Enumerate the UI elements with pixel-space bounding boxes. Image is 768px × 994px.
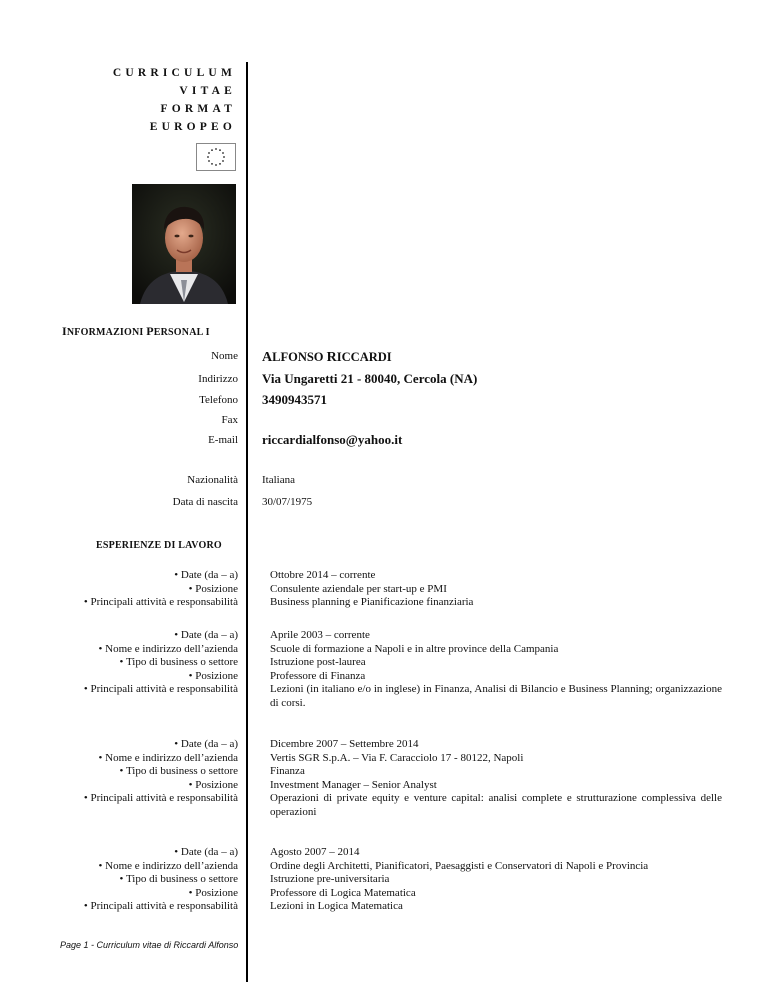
job-labels [84, 846, 238, 914]
cv-title-line: VITAE [179, 85, 236, 97]
job-label: • Nome e indirizzo dell’azienda [98, 859, 238, 872]
cv-title [113, 64, 236, 136]
job-label: • Principali attività e responsabilità [83, 792, 238, 804]
job-value: Aprile 2003 – corrente [270, 629, 370, 641]
job-value: Scuole di formazione a Napoli e in altre province della Campania [270, 642, 559, 655]
job-label: • Date (da – a) [174, 629, 238, 641]
eu-flag-icon [196, 143, 236, 171]
job-value: Istruzione post-laurea [270, 656, 366, 668]
job-value: Consulente aziendale per start-up e PMI [270, 582, 447, 595]
job-value: Dicembre 2007 – Settembre 2014 [270, 738, 419, 750]
job-label: • Posizione [188, 582, 238, 595]
address-value: Via Ungaretti 21 - 80040, Cercola (NA) [262, 371, 478, 386]
full-name: ALFONSO RICCARDI [262, 350, 392, 365]
job-labels [84, 738, 238, 806]
job-label: • Posizione [188, 669, 238, 682]
fax-label: Fax [221, 414, 238, 426]
job-values [270, 629, 722, 710]
name-label: Nome [211, 350, 238, 362]
job-values [270, 846, 722, 914]
job-labels [84, 629, 238, 697]
job-label: • Principali attività e responsabilità [83, 596, 238, 608]
job-label: • Date (da – a) [174, 738, 238, 750]
phone-label: Telefono [199, 394, 238, 406]
page-footer: Page 1 - Curriculum vitae di Riccardi Alfonso [60, 940, 239, 950]
job-value: Finanza [270, 765, 305, 777]
job-value: Agosto 2007 – 2014 [270, 846, 360, 858]
job-label: • Tipo di business o settore [119, 873, 238, 885]
profile-photo [132, 184, 236, 304]
job-value: Investment Manager – Senior Analyst [270, 778, 437, 791]
job-value: Ottobre 2014 – corrente [270, 569, 376, 581]
job-label: • Date (da – a) [174, 569, 238, 581]
job-label: • Tipo di business o settore [119, 765, 238, 777]
section-title-experience: ESPERIENZE DI LAVORO [96, 540, 222, 551]
job-value: Business planning e Pianificazione finanziaria [270, 596, 474, 608]
cv-title-line: FORMAT [160, 103, 236, 115]
job-value: Lezioni (in italiano e/o in inglese) in Finanza, Analisi di Bilancio e Business Planning; organizzazione di corsi. [270, 683, 722, 709]
job-label: • Tipo di business o settore [119, 656, 238, 668]
job-label: • Principali attività e responsabilità [83, 683, 238, 695]
job-label: • Posizione [188, 778, 238, 791]
nationality-label: Nazionalità [187, 474, 238, 486]
section-title-personal: INFORMAZIONI PERSONAL I [62, 324, 210, 338]
email-label: E-mail [208, 434, 238, 446]
job-value: Professore di Logica Matematica [270, 886, 416, 899]
address-label: Indirizzo [198, 373, 238, 385]
job-value: Istruzione pre-universitaria [270, 873, 390, 885]
phone-value: 3490943571 [262, 392, 327, 407]
job-values [270, 738, 722, 819]
job-value: Lezioni in Logica Matematica [270, 900, 403, 912]
job-value: Operazioni di private equity e venture capital: analisi complete e strutturazione complessiva delle operazioni [270, 792, 722, 818]
email-value: riccardialfonso@yahoo.it [262, 432, 403, 447]
job-label: • Nome e indirizzo dell’azienda [98, 751, 238, 764]
job-labels [84, 569, 238, 610]
job-label: • Principali attività e responsabilità [83, 900, 238, 912]
birthdate-label: Data di nascita [172, 496, 238, 508]
cv-title-line: CURRICULUM [112, 67, 236, 79]
cv-title-line: EUROPEO [149, 121, 236, 133]
job-label: • Nome e indirizzo dell’azienda [98, 642, 238, 655]
job-values [270, 569, 722, 610]
job-value: Professore di Finanza [270, 669, 366, 682]
job-value: Vertis SGR S.p.A. – Via F. Caracciolo 17 - 80122, Napoli [270, 751, 524, 764]
job-label: • Date (da – a) [174, 846, 238, 858]
vertical-divider [246, 62, 248, 982]
nationality-value: Italiana [262, 474, 295, 486]
job-label: • Posizione [188, 886, 238, 899]
job-value: Ordine degli Architetti, Pianificatori, Paesaggisti e Conservatori di Napoli e Provincia [270, 859, 649, 872]
birthdate-value: 30/07/1975 [262, 496, 313, 508]
